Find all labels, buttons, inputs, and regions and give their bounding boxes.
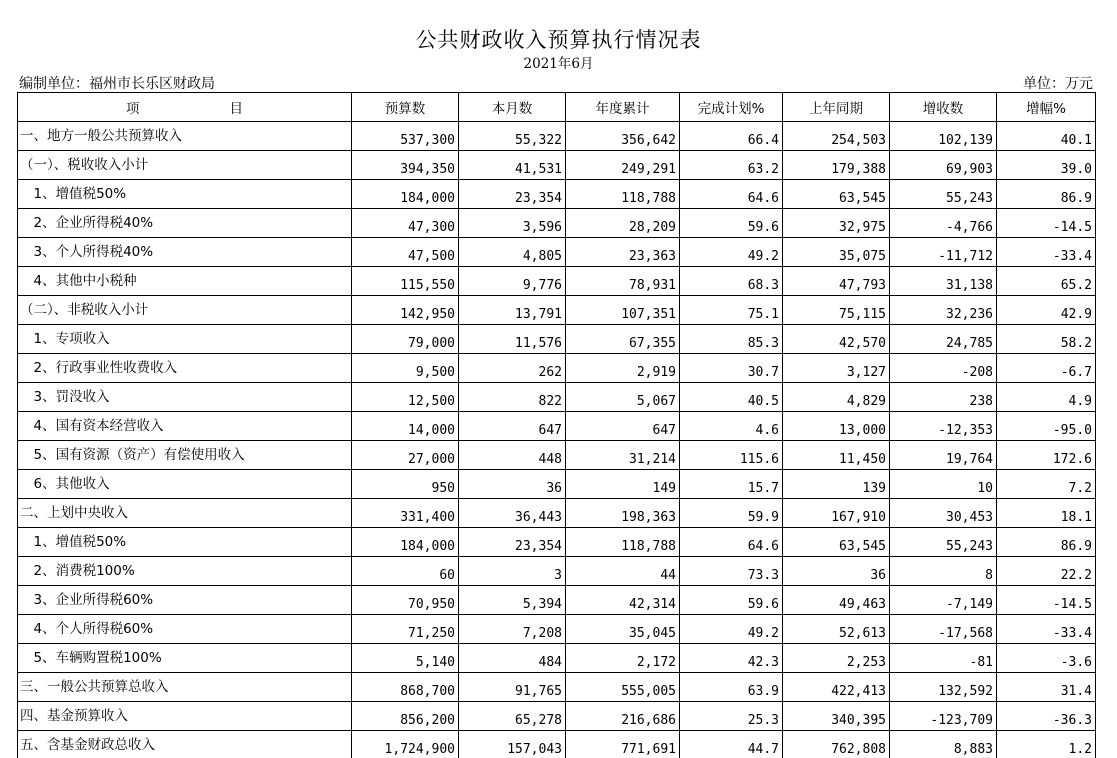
row-month: 3,596 (459, 209, 566, 238)
row-last-year: 4,829 (783, 383, 890, 412)
row-budget: 331,400 (352, 499, 459, 528)
row-last-year: 42,570 (783, 325, 890, 354)
row-last-year: 11,450 (783, 441, 890, 470)
row-growth: -14.5 (997, 586, 1096, 615)
row-last-year: 340,395 (783, 702, 890, 731)
table-row (18, 470, 1096, 499)
row-growth: 7.2 (997, 470, 1096, 499)
row-budget: 47,300 (352, 209, 459, 238)
row-item-name: 5、车辆购置税100% (18, 644, 352, 673)
header-budget: 预算数 (352, 93, 459, 122)
row-increase: -17,568 (890, 615, 997, 644)
row-budget: 5,140 (352, 644, 459, 673)
row-item-name: 2、消费税100% (18, 557, 352, 586)
row-completion: 4.6 (680, 412, 783, 441)
row-growth: 40.1 (997, 122, 1096, 151)
row-last-year: 139 (783, 470, 890, 499)
row-last-year: 13,000 (783, 412, 890, 441)
report-period: 2021年6月 (523, 56, 594, 72)
table-body (18, 122, 1096, 758)
row-completion: 68.3 (680, 267, 783, 296)
row-budget: 12,500 (352, 383, 459, 412)
row-ytd: 198,363 (566, 499, 680, 528)
row-ytd: 555,005 (566, 673, 680, 702)
row-ytd: 249,291 (566, 151, 680, 180)
row-completion: 49.2 (680, 238, 783, 267)
row-ytd: 44 (566, 557, 680, 586)
row-ytd: 216,686 (566, 702, 680, 731)
table-row (18, 296, 1096, 325)
row-item-name: 三、一般公共预算总收入 (18, 673, 352, 702)
row-growth: 86.9 (997, 528, 1096, 557)
row-item-name: （一）、税收收入小计 (18, 151, 352, 180)
row-increase: -4,766 (890, 209, 997, 238)
row-ytd: 771,691 (566, 731, 680, 758)
row-increase: 24,785 (890, 325, 997, 354)
row-item-name: 3、企业所得税60% (18, 586, 352, 615)
row-month: 23,354 (459, 180, 566, 209)
row-last-year: 49,463 (783, 586, 890, 615)
row-completion: 59.9 (680, 499, 783, 528)
row-last-year: 179,388 (783, 151, 890, 180)
row-completion: 25.3 (680, 702, 783, 731)
row-month: 41,531 (459, 151, 566, 180)
header-month: 本月数 (459, 93, 566, 122)
row-month: 448 (459, 441, 566, 470)
row-completion: 64.6 (680, 528, 783, 557)
row-completion: 85.3 (680, 325, 783, 354)
row-ytd: 23,363 (566, 238, 680, 267)
row-completion: 44.7 (680, 731, 783, 758)
row-budget: 868,700 (352, 673, 459, 702)
row-budget: 184,000 (352, 528, 459, 557)
row-last-year: 36 (783, 557, 890, 586)
header-item-a: 项 (126, 101, 140, 117)
header-item-b: 目 (229, 101, 243, 117)
row-ytd: 67,355 (566, 325, 680, 354)
row-item-name: 5、国有资源（资产）有偿使用收入 (18, 441, 352, 470)
row-completion: 30.7 (680, 354, 783, 383)
table-row (18, 528, 1096, 557)
row-completion: 59.6 (680, 586, 783, 615)
row-ytd: 78,931 (566, 267, 680, 296)
row-item-name: 3、个人所得税40% (18, 238, 352, 267)
row-growth: 1.2 (997, 731, 1096, 758)
row-item-name: 五、含基金财政总收入 (18, 731, 352, 758)
table-row (18, 586, 1096, 615)
row-item-name: 2、行政事业性收费收入 (18, 354, 352, 383)
row-completion: 75.1 (680, 296, 783, 325)
header-row (18, 93, 1096, 122)
row-month: 36 (459, 470, 566, 499)
row-month: 484 (459, 644, 566, 673)
report-title: 公共财政收入预算执行情况表 (415, 28, 702, 52)
row-growth: 172.6 (997, 441, 1096, 470)
row-ytd: 149 (566, 470, 680, 499)
row-increase: -12,353 (890, 412, 997, 441)
row-last-year: 2,253 (783, 644, 890, 673)
table-row (18, 441, 1096, 470)
row-increase: 31,138 (890, 267, 997, 296)
row-ytd: 118,788 (566, 528, 680, 557)
row-last-year: 63,545 (783, 528, 890, 557)
row-last-year: 422,413 (783, 673, 890, 702)
row-ytd: 356,642 (566, 122, 680, 151)
row-growth: 18.1 (997, 499, 1096, 528)
row-ytd: 42,314 (566, 586, 680, 615)
row-month: 36,443 (459, 499, 566, 528)
row-completion: 15.7 (680, 470, 783, 499)
row-month: 5,394 (459, 586, 566, 615)
table-row (18, 615, 1096, 644)
row-budget: 70,950 (352, 586, 459, 615)
row-growth: -6.7 (997, 354, 1096, 383)
row-item-name: 四、基金预算收入 (18, 702, 352, 731)
row-item-name: 2、企业所得税40% (18, 209, 352, 238)
row-increase: 238 (890, 383, 997, 412)
row-last-year: 35,075 (783, 238, 890, 267)
row-growth: -36.3 (997, 702, 1096, 731)
row-last-year: 3,127 (783, 354, 890, 383)
row-budget: 184,000 (352, 180, 459, 209)
row-item-name: 1、专项收入 (18, 325, 352, 354)
row-last-year: 254,503 (783, 122, 890, 151)
row-last-year: 32,975 (783, 209, 890, 238)
row-ytd: 5,067 (566, 383, 680, 412)
header-increase: 增收数 (890, 93, 997, 122)
row-ytd: 28,209 (566, 209, 680, 238)
row-last-year: 47,793 (783, 267, 890, 296)
header-last-year: 上年同期 (783, 93, 890, 122)
row-budget: 1,724,900 (352, 731, 459, 758)
row-growth: -3.6 (997, 644, 1096, 673)
compiling-unit: 编制单位：福州市长乐区财政局 (19, 76, 215, 92)
header-growth: 增幅% (997, 93, 1096, 122)
row-ytd: 35,045 (566, 615, 680, 644)
row-ytd: 2,172 (566, 644, 680, 673)
row-month: 65,278 (459, 702, 566, 731)
row-budget: 71,250 (352, 615, 459, 644)
header-item (18, 93, 352, 122)
table-row (18, 731, 1096, 758)
row-item-name: 6、其他收入 (18, 470, 352, 499)
row-budget: 47,500 (352, 238, 459, 267)
row-completion: 40.5 (680, 383, 783, 412)
table-row (18, 499, 1096, 528)
row-increase: -7,149 (890, 586, 997, 615)
row-completion: 63.9 (680, 673, 783, 702)
row-completion: 63.2 (680, 151, 783, 180)
table-row (18, 354, 1096, 383)
table-row (18, 702, 1096, 731)
row-increase: -81 (890, 644, 997, 673)
row-growth: 86.9 (997, 180, 1096, 209)
row-growth: -33.4 (997, 238, 1096, 267)
row-budget: 142,950 (352, 296, 459, 325)
row-month: 4,805 (459, 238, 566, 267)
row-item-name: 4、国有资本经营收入 (18, 412, 352, 441)
row-item-name: 4、其他中小税种 (18, 267, 352, 296)
revenue-table (17, 92, 1096, 758)
row-month: 9,776 (459, 267, 566, 296)
row-increase: 30,453 (890, 499, 997, 528)
row-growth: 65.2 (997, 267, 1096, 296)
row-completion: 42.3 (680, 644, 783, 673)
row-budget: 115,550 (352, 267, 459, 296)
row-item-name: 1、增值税50% (18, 180, 352, 209)
table-row (18, 644, 1096, 673)
row-budget: 394,350 (352, 151, 459, 180)
row-growth: -95.0 (997, 412, 1096, 441)
row-growth: -14.5 (997, 209, 1096, 238)
row-completion: 49.2 (680, 615, 783, 644)
row-increase: 69,903 (890, 151, 997, 180)
row-month: 91,765 (459, 673, 566, 702)
table-row (18, 151, 1096, 180)
row-month: 13,791 (459, 296, 566, 325)
row-ytd: 647 (566, 412, 680, 441)
table-row (18, 209, 1096, 238)
row-increase: 8 (890, 557, 997, 586)
row-month: 7,208 (459, 615, 566, 644)
row-budget: 14,000 (352, 412, 459, 441)
row-month: 647 (459, 412, 566, 441)
row-increase: 8,883 (890, 731, 997, 758)
row-month: 23,354 (459, 528, 566, 557)
row-month: 157,043 (459, 731, 566, 758)
row-growth: 4.9 (997, 383, 1096, 412)
table-row (18, 325, 1096, 354)
table-row (18, 267, 1096, 296)
row-item-name: （二）、非税收入小计 (18, 296, 352, 325)
row-growth: 42.9 (997, 296, 1096, 325)
row-completion: 59.6 (680, 209, 783, 238)
header-ytd: 年度累计 (566, 93, 680, 122)
row-increase: 132,592 (890, 673, 997, 702)
row-last-year: 52,613 (783, 615, 890, 644)
row-increase: 32,236 (890, 296, 997, 325)
row-item-name: 4、个人所得税60% (18, 615, 352, 644)
table-row (18, 180, 1096, 209)
row-item-name: 一、地方一般公共预算收入 (18, 122, 352, 151)
row-increase: 102,139 (890, 122, 997, 151)
table-row (18, 673, 1096, 702)
row-increase: 19,764 (890, 441, 997, 470)
row-budget: 856,200 (352, 702, 459, 731)
row-month: 3 (459, 557, 566, 586)
row-month: 55,322 (459, 122, 566, 151)
row-increase: -123,709 (890, 702, 997, 731)
table-row (18, 557, 1096, 586)
row-growth: 22.2 (997, 557, 1096, 586)
row-budget: 9,500 (352, 354, 459, 383)
table-row (18, 122, 1096, 151)
row-increase: 55,243 (890, 528, 997, 557)
row-increase: 10 (890, 470, 997, 499)
row-increase: -11,712 (890, 238, 997, 267)
row-ytd: 107,351 (566, 296, 680, 325)
row-completion: 66.4 (680, 122, 783, 151)
table-row (18, 412, 1096, 441)
row-budget: 950 (352, 470, 459, 499)
row-ytd: 2,919 (566, 354, 680, 383)
row-growth: 58.2 (997, 325, 1096, 354)
row-increase: -208 (890, 354, 997, 383)
row-item-name: 1、增值税50% (18, 528, 352, 557)
row-budget: 60 (352, 557, 459, 586)
row-last-year: 63,545 (783, 180, 890, 209)
row-growth: 39.0 (997, 151, 1096, 180)
row-last-year: 167,910 (783, 499, 890, 528)
row-item-name: 二、上划中央收入 (18, 499, 352, 528)
row-growth: -33.4 (997, 615, 1096, 644)
row-completion: 73.3 (680, 557, 783, 586)
row-increase: 55,243 (890, 180, 997, 209)
row-month: 262 (459, 354, 566, 383)
row-completion: 64.6 (680, 180, 783, 209)
row-month: 11,576 (459, 325, 566, 354)
currency-unit: 单位：万元 (1023, 76, 1093, 92)
row-ytd: 31,214 (566, 441, 680, 470)
table-row (18, 238, 1096, 267)
row-ytd: 118,788 (566, 180, 680, 209)
table-row (18, 383, 1096, 412)
row-last-year: 762,808 (783, 731, 890, 758)
row-completion: 115.6 (680, 441, 783, 470)
row-item-name: 3、罚没收入 (18, 383, 352, 412)
row-budget: 27,000 (352, 441, 459, 470)
row-last-year: 75,115 (783, 296, 890, 325)
row-month: 822 (459, 383, 566, 412)
row-budget: 537,300 (352, 122, 459, 151)
row-growth: 31.4 (997, 673, 1096, 702)
row-budget: 79,000 (352, 325, 459, 354)
header-completion: 完成计划% (680, 93, 783, 122)
